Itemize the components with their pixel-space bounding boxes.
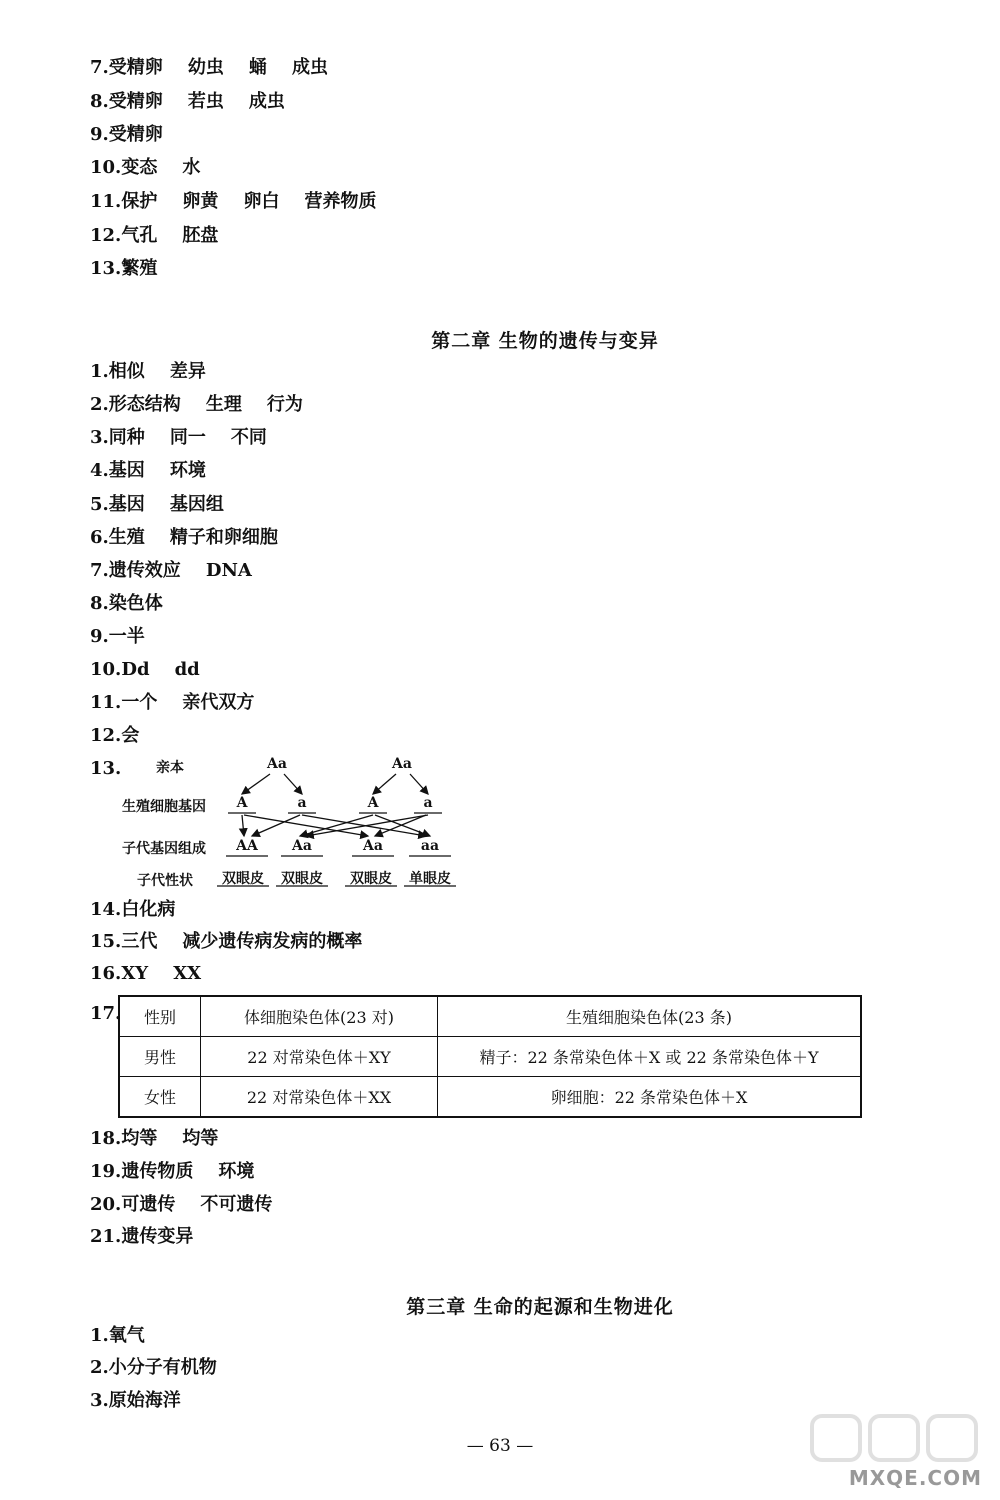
table-cell: 卵细胞：22 条常染色体＋X <box>438 1077 862 1118</box>
question-number: 13. <box>90 758 122 779</box>
gamete-offspring-arrow <box>300 815 373 836</box>
table-header-cell: 体细胞染色体(23 对) <box>201 996 438 1037</box>
answer-item: 2.小分子有机物 <box>90 1357 217 1378</box>
chromosome-table <box>118 995 862 1118</box>
table-header-row <box>119 996 861 1037</box>
gamete-gene: a <box>297 795 307 811</box>
answer-item: 9.受精卵 <box>90 124 163 145</box>
parent-genotype: Aa <box>267 756 287 772</box>
offspring-genotype-label: 子代基因组成 <box>122 841 206 857</box>
offspring-trait: 单眼皮 <box>409 871 451 887</box>
chapter-title: 第二章 生物的遗传与变异 <box>431 330 659 352</box>
gamete-gene: A <box>367 795 379 811</box>
parent-gamete-arrow <box>242 774 270 794</box>
watermark-text: MXQE.COM <box>848 1466 982 1490</box>
answer-item: 3.同种 同一 不同 <box>90 427 267 448</box>
offspring-genotype: Aa <box>292 838 312 854</box>
parent-gamete-arrow <box>284 774 302 794</box>
answer-item: 2.形态结构 生理 行为 <box>90 394 303 415</box>
parent-genotype: Aa <box>392 756 412 772</box>
answer-item: 7.受精卵 幼虫 蛹 成虫 <box>90 57 328 78</box>
answer-item: 12.气孔 胚盘 <box>90 225 219 246</box>
answer-item: 16.XY XX <box>90 963 202 984</box>
answer-item: 5.基因 基因组 <box>90 494 224 515</box>
table-cell: 22 对常染色体＋XX <box>201 1077 438 1118</box>
answer-item: 7.遗传效应 DNA <box>90 560 252 581</box>
answer-item: 9.一半 <box>90 626 145 647</box>
gamete-offspring-arrow <box>252 815 300 836</box>
answer-item: 1.相似 差异 <box>90 361 206 382</box>
parent-gamete-arrow <box>373 774 396 794</box>
answer-item: 12.会 <box>90 725 140 746</box>
gamete-offspring-arrow <box>244 815 368 836</box>
gamete-offspring-arrow <box>302 815 426 836</box>
table-cell: 女性 <box>119 1077 201 1118</box>
answer-item: 20.可遗传 不可遗传 <box>90 1194 273 1215</box>
table-cell: 男性 <box>119 1037 201 1077</box>
answer-item: 6.生殖 精子和卵细胞 <box>90 527 278 548</box>
answer-item: 11.一个 亲代双方 <box>90 692 255 713</box>
gamete-offspring-arrow <box>375 815 426 836</box>
gamete-gene: A <box>236 795 248 811</box>
offspring-trait-label: 子代性状 <box>137 873 193 889</box>
answer-item: 11.保护 卵黄 卵白 营养物质 <box>90 191 377 212</box>
table-header-cell: 性别 <box>119 996 201 1037</box>
table-cell: 精子：22 条常染色体＋X 或 22 条常染色体＋Y <box>438 1037 862 1077</box>
answer-item: 4.基因 环境 <box>90 460 206 481</box>
gamete-offspring-arrow <box>375 815 430 836</box>
answer-item: 19.遗传物质 环境 <box>90 1161 255 1182</box>
offspring-genotype: Aa <box>363 838 383 854</box>
offspring-trait: 双眼皮 <box>350 871 392 887</box>
table-row <box>119 1037 861 1077</box>
offspring-trait: 双眼皮 <box>222 871 264 887</box>
table-cell: 22 对常染色体＋XY <box>201 1037 438 1077</box>
answer-item: 18.均等 均等 <box>90 1128 219 1149</box>
answer-item: 15.三代 减少遗传病发病的概率 <box>90 931 363 952</box>
table-row <box>119 1077 861 1118</box>
answer-item: 8.染色体 <box>90 593 163 614</box>
answer-item: 1.氧气 <box>90 1325 145 1346</box>
gamete-offspring-arrow <box>242 815 244 836</box>
table-header-cell: 生殖细胞染色体(23 条) <box>438 996 862 1037</box>
page-number: — 63 — <box>466 1436 534 1456</box>
offspring-trait: 双眼皮 <box>281 871 323 887</box>
answer-item: 10.变态 水 <box>90 157 201 178</box>
answer-item: 10.Dd dd <box>90 659 200 680</box>
offspring-genotype: aa <box>420 838 440 854</box>
parent-gamete-arrow <box>410 774 428 794</box>
gamete-offspring-arrow <box>306 815 428 836</box>
answer-item: 14.白化病 <box>90 899 176 920</box>
offspring-genotype: AA <box>236 838 258 854</box>
gamete-label: 生殖细胞基因 <box>122 799 206 815</box>
gamete-gene: a <box>423 795 433 811</box>
answer-item: 21.遗传变异 <box>90 1226 194 1247</box>
chapter-title: 第三章 生命的起源和生物进化 <box>406 1296 674 1318</box>
answer-item: 8.受精卵 若虫 成虫 <box>90 91 285 112</box>
answer-item: 13.繁殖 <box>90 258 158 279</box>
answer-item: 3.原始海洋 <box>90 1390 181 1411</box>
question-number: 17. <box>90 1003 122 1024</box>
parent-label: 亲本 <box>156 760 184 776</box>
